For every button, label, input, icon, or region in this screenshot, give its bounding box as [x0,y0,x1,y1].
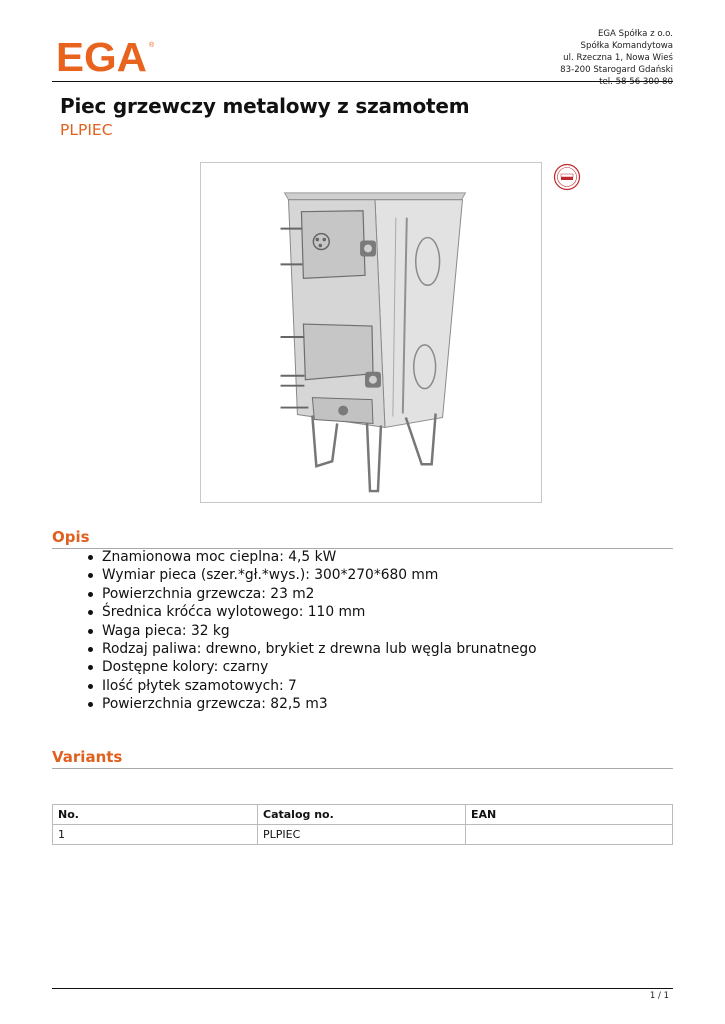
company-city: 83-200 Starogard Gdański [560,65,673,75]
footer-divider [52,988,673,989]
logo-text: EGA [56,38,147,74]
list-item: Rodzaj paliwa: drewno, brykiet z drewna lub węgla brunatnego [88,640,537,658]
company-info [560,28,673,88]
list-item: Znamionowa moc cieplna: 4,5 kW [88,548,537,566]
column-header-catalog: Catalog no. [258,805,466,825]
logo-registered-mark: ® [149,42,155,49]
table-cell-catalog: PLPIEC [258,825,466,845]
list-item: Waga pieca: 32 kg [88,622,537,640]
company-type: Spółka Komandytowa [580,41,673,51]
list-item: Dostępne kolory: czarny [88,658,537,676]
company-phone: tel. 58 56 300 80 [599,77,673,87]
column-header-ean: EAN [466,805,673,825]
ega-logo [56,38,156,74]
list-item: Powierzchnia grzewcza: 82,5 m3 [88,695,537,713]
company-name: EGA Spółka z o.o. [597,29,673,39]
product-title: Piec grzewczy metalowy z szamotem [60,94,470,118]
variants-table [52,804,673,845]
table-row [53,825,673,845]
list-item: Ilość płytek szamotowych: 7 [88,677,537,695]
company-street: ul. Rzeczna 1, Nowa Wieś [563,53,673,63]
product-image [200,162,542,503]
header-divider [52,81,673,82]
column-header-no: No. [53,805,258,825]
table-header-row [53,805,673,825]
list-item: Wymiar pieca (szer.*gł.*wys.): 300*270*680 mm [88,566,537,584]
description-heading: Opis [52,528,90,546]
stove-photo-icon [201,163,541,502]
feature-list [88,548,537,714]
produkt-polski-badge-icon [553,163,581,191]
table-cell-no: 1 [53,825,258,845]
list-item: Średnica króćca wylotowego: 110 mm [88,603,537,621]
table-cell-ean [466,825,673,845]
page-number: 1 / 1 [649,991,669,1001]
variants-heading: Variants [52,748,123,766]
list-item: Powierzchnia grzewcza: 23 m2 [88,585,537,603]
variants-divider [52,768,673,769]
product-code: PLPIEC [60,121,113,139]
